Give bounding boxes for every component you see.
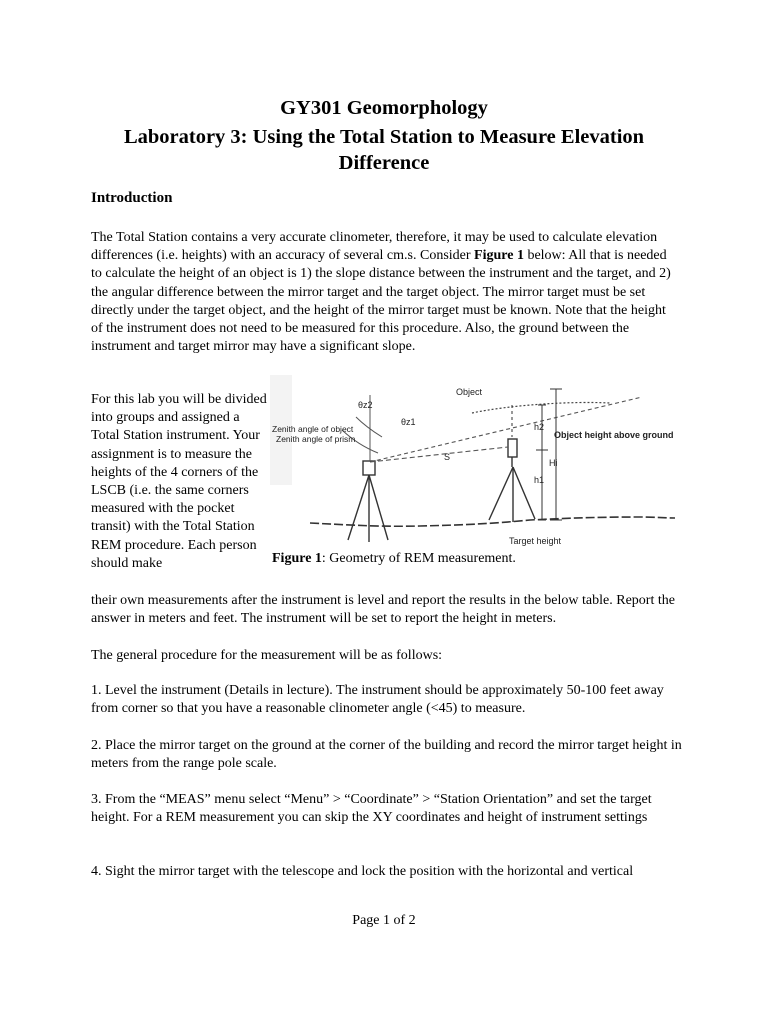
h1-label: h1 bbox=[534, 475, 545, 485]
object-height-label: Object height above ground bbox=[554, 430, 674, 440]
step-1: 1. Level the instrument (Details in lecture). The instrument should be approximately 50-100 feet away from corner so that you have a reasonable clinometer angle (<45) to measure. bbox=[91, 683, 664, 717]
course-title: GY301 Geomorphology bbox=[280, 97, 488, 119]
lab-assignment-continued: their own measurements after the instrument is level and report the results in the below table. Report the answer in meters and feet. The instrument will be set to report the height in meters. bbox=[91, 593, 675, 627]
h2-label: h2 bbox=[534, 422, 545, 432]
lab-title-continued: Difference bbox=[338, 152, 430, 174]
procedure-intro: The general procedure for the measurement will be as follows: bbox=[91, 648, 443, 663]
lab-assignment-paragraph: For this lab you will be divided into groups and assigned a Total Station instrument. Your assignment is to measure the heights of the 4 corners of the LSCB (i.e. the same corners measured with the pocket transit) with the Total Station REM procedure. Each person should make bbox=[91, 392, 267, 571]
theta-z2-label: θz2 bbox=[358, 400, 373, 410]
hi-label: Hi bbox=[549, 458, 558, 468]
lab-title: Laboratory 3: Using the Total Station to Measure Elevation bbox=[123, 126, 645, 148]
object-label: Object bbox=[456, 387, 483, 397]
figure-caption: Figure 1: Geometry of REM measurement. bbox=[272, 551, 516, 566]
step-3: 3. From the “MEAS” menu select “Menu” > “Coordinate” > “Station Orientation” and set the target height. For a REM measurement you can skip the XY coordinates and height of instrument settings bbox=[91, 792, 652, 826]
rem-geometry-figure bbox=[270, 375, 680, 547]
theta-z1-label: θz1 bbox=[401, 417, 416, 427]
step-4: 4. Sight the mirror target with the telescope and lock the position with the horizontal and vertical bbox=[91, 864, 634, 879]
slope-distance-label: S bbox=[444, 452, 451, 462]
step-2: 2. Place the mirror target on the ground at the corner of the building and record the mirror target height in meters from the range pole scale. bbox=[91, 738, 682, 772]
introduction-paragraph: The Total Station contains a very accurate clinometer, therefore, it may be used to calculate elevation differences (i.e. heights) with an accuracy of several cm.s. Consider Figure 1 below: All that is needed to calculate the height of an object is 1) the slope distance between the instrument and the target, and 2) the angular difference between the mirror target and the target object. The mirror target must be set directly under the target object, and the height of the mirror target must be known. Note that the height of the instrument does not need to be measured for this procedure. Also, the ground between the instrument and target mirror may have a significant slope. bbox=[91, 230, 671, 355]
page-footer: Page 1 of 2 bbox=[352, 913, 416, 928]
zenith-angle-object-label: Zenith angle of object bbox=[272, 424, 354, 434]
introduction-heading: Introduction bbox=[91, 190, 173, 206]
figure-reference: Figure 1 bbox=[474, 248, 524, 264]
rem-geometry-diagram bbox=[270, 375, 680, 547]
zenith-angle-prism-label: Zenith angle of prism bbox=[276, 434, 356, 444]
target-height-label: Target height bbox=[509, 536, 562, 546]
